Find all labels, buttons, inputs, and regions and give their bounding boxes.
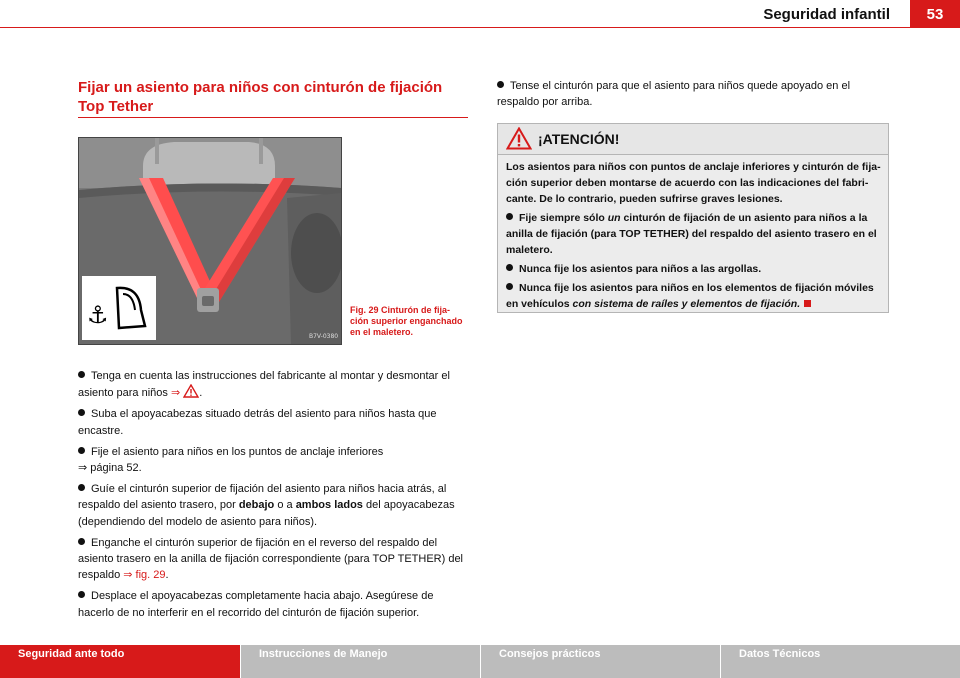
footer-tab-consejos[interactable]: Consejos prácticos: [481, 645, 720, 678]
warning-item: [506, 261, 882, 277]
list-item-text: Guíe el cinturón superior de fijación del asiento para niños hacia atrás, al respaldo del asiento trasero, por: [78, 483, 447, 512]
warning-emphasis: con sistema de raíles y elementos de fijación.: [572, 298, 801, 310]
bullet-dot: [506, 283, 513, 290]
footer-tab-instrucciones[interactable]: Instrucciones de Manejo: [241, 645, 480, 678]
list-item: [78, 444, 470, 476]
warning-text: Nunca fije los asientos para niños a las argollas.: [519, 263, 762, 275]
warning-text: Fije siempre sólo: [519, 212, 608, 224]
page-number: 53: [910, 0, 960, 28]
svg-text:⚓: ⚓: [87, 301, 109, 329]
list-item: [497, 78, 887, 110]
bullet-dot: [506, 213, 513, 220]
warning-intro: Los asientos para niños con puntos de anclaje inferiores y cinturón de fija-ción superior deben montarse de acuerdo con las indicaciones del fabri-cante. De lo contrario, pueden sufrirse graves lesiones.: [506, 161, 881, 205]
list-item: Tenga en cuenta las instrucciones del fabricante al montar y desmontar el asiento para niños ⇒ .: [78, 370, 450, 400]
bullet-dot: [78, 538, 85, 545]
page-reference[interactable]: ⇒ página 52.: [78, 462, 142, 475]
section-title: Fijar un asiento para niños con cinturón de fijación Top Tether: [78, 79, 443, 115]
figure-reference-link[interactable]: ⇒ fig. 29: [123, 569, 166, 582]
list-item: [78, 588, 470, 620]
footer-tab-datos[interactable]: Datos Técnicos: [721, 645, 960, 678]
figure-caption: Fig. 29 Cinturón de fija-ción superior enganchado en el maletero.: [350, 305, 463, 337]
figure-top-tether: [78, 137, 342, 345]
figure-code: B7V-0380: [309, 333, 339, 340]
bullet-dot: [78, 371, 85, 378]
warning-text: Nunca fije los asientos para niños en los elementos de fijación móviles en vehículos: [506, 282, 874, 310]
list-item-text: Tense el cinturón para que el asiento para niños quede apoyado en el respaldo por arriba.: [497, 80, 851, 109]
cross-reference-arrow[interactable]: ⇒: [170, 387, 181, 400]
warning-triangle-icon: [506, 127, 532, 150]
list-item-text: Fije el asiento para niños en los puntos de anclaje inferiores: [91, 445, 384, 458]
section-rule: [78, 117, 468, 118]
bullet-dot: [78, 409, 85, 416]
list-item: [78, 535, 470, 584]
figure-illustration: [79, 138, 341, 344]
list-item-text: del apoyacabezas (dependiendo del modelo de asiento para niños).: [78, 499, 455, 528]
warning-text: cinturón de fijación de un asiento para niños a la anilla de fijación (para TOP TETHER) del respaldo del asiento trasero en el maletero.: [506, 212, 877, 256]
list-item-text: Suba el apoyacabezas situado detrás del asiento para niños hasta que encastre.: [78, 408, 437, 437]
list-item-text: Enganche el cinturón superior de fijación en el reverso del respaldo del asiento trasero en la anilla de fijación correspondiente (para TOP TETHER) del respaldo: [78, 536, 464, 582]
bullet-dot: [78, 447, 85, 454]
emphasis-ambos-lados: ambos lados: [295, 499, 363, 512]
bullet-dot: [497, 81, 504, 88]
footer-tab-seguridad[interactable]: Seguridad ante todo: [0, 645, 240, 678]
warning-body: [498, 155, 888, 312]
warning-icon[interactable]: [183, 384, 199, 398]
emphasis-debajo: debajo: [238, 499, 275, 512]
warning-item: [506, 280, 882, 312]
page-header-title: Seguridad infantil: [763, 6, 890, 23]
list-item-text: Desplace el apoyacabezas completamente hacia abajo. Asegúrese de hacerlo de no interferir en el recorrido del cinturón de fijación superior.: [78, 590, 434, 619]
header-rule: [0, 27, 960, 28]
list-item: [78, 481, 470, 530]
warning-emphasis: un: [607, 212, 621, 224]
warning-header: [498, 124, 888, 155]
warning-title: ¡ATENCIÓN!: [538, 131, 620, 147]
footer-nav: [0, 645, 960, 678]
end-of-section-marker: [804, 300, 811, 307]
warning-item: [506, 210, 882, 258]
bullet-dot: [506, 264, 513, 271]
bullet-dot: [78, 591, 85, 598]
right-instruction-list: [497, 78, 887, 115]
list-item-text: .: [165, 569, 169, 582]
warning-box: [497, 123, 889, 313]
list-item: [78, 406, 470, 438]
bullet-dot: [78, 484, 85, 491]
instruction-list: [78, 368, 470, 626]
list-item-text: Tenga en cuenta las instrucciones del fabricante al montar y desmontar el asiento para niños: [78, 370, 450, 400]
list-item-text: o a: [274, 499, 296, 512]
